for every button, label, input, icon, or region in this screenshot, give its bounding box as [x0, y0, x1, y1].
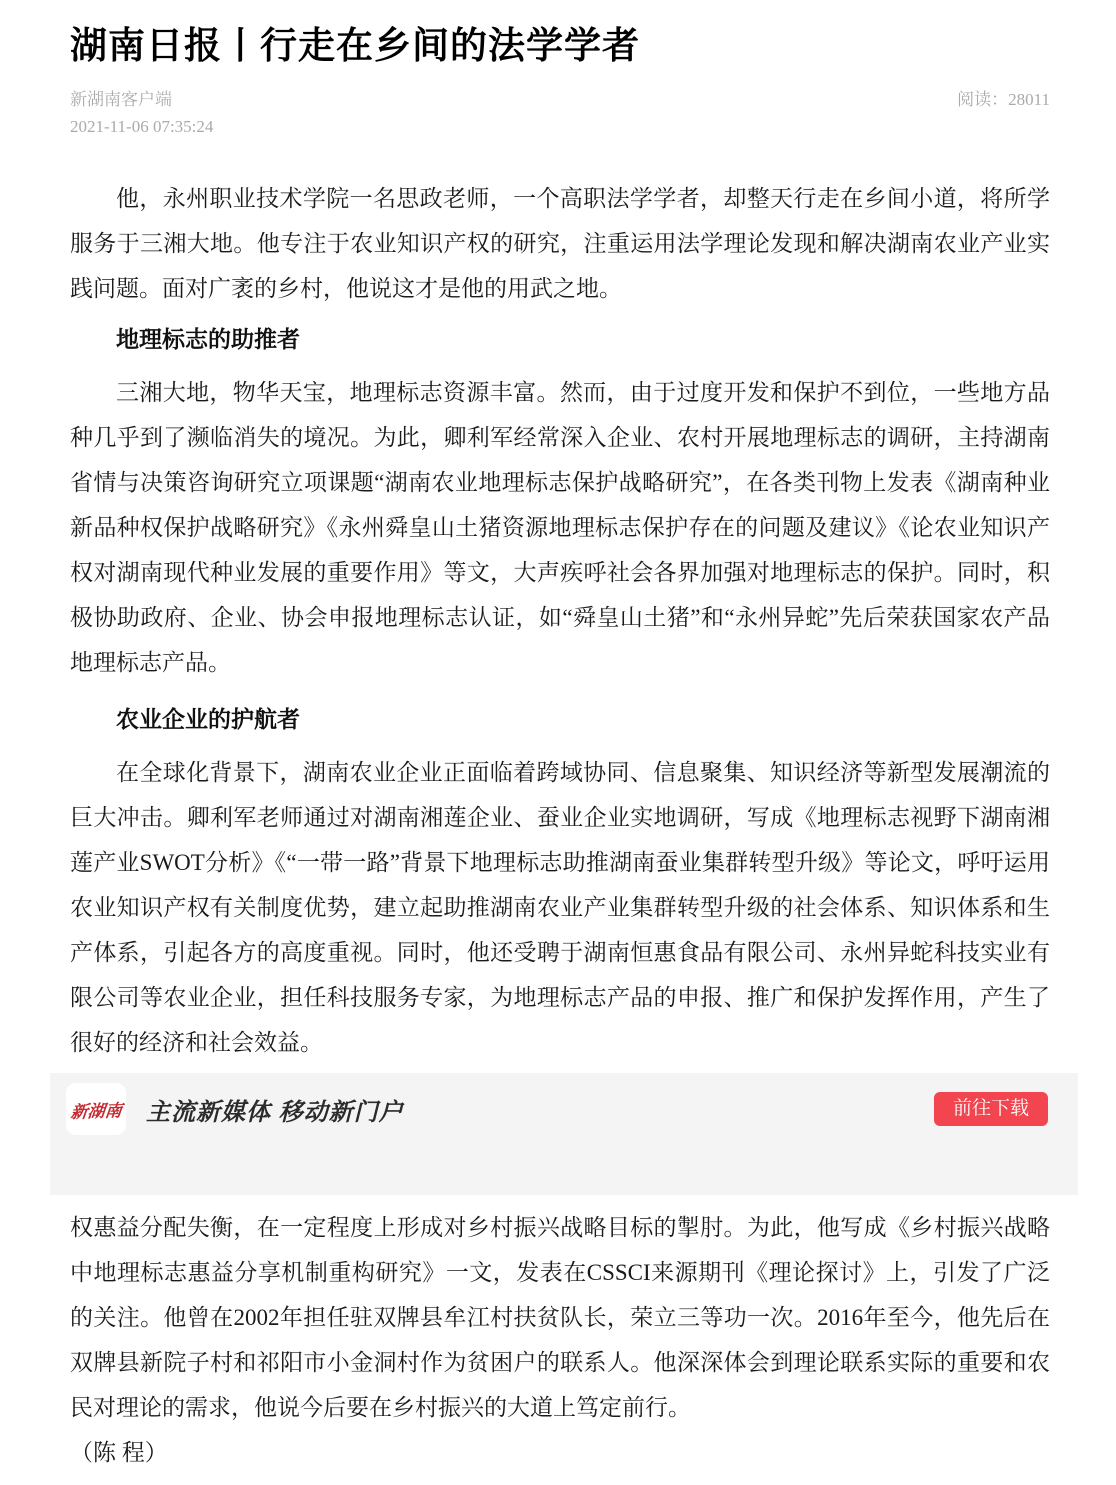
article-meta-left	[70, 86, 213, 140]
article-paragraph: 他，永州职业技术学院一名思政老师，一个高职法学学者，却整天行走在乡间小道，将所学服务于三湘大地。他专注于农业知识产权的研究，注重运用法学理论发现和解决湖南农业产业实践问题。面对广袤的乡村，他说这才是他的用武之地。	[70, 186, 1050, 302]
app-promo-row	[66, 1083, 1062, 1135]
promo-tagline: 主流新媒体 移动新门户	[146, 1098, 404, 1126]
xinhunan-logo-text: 新湖南	[69, 1100, 123, 1122]
article-meta	[70, 86, 1050, 140]
article-body-continued	[70, 1205, 1050, 1475]
section-heading-agri-enterprise: 农业企业的护航者	[116, 706, 300, 733]
read-count: 阅读：28011	[957, 90, 1050, 110]
section-heading-geo-indication: 地理标志的助推者	[116, 326, 300, 353]
xinhunan-logo[interactable]	[66, 1083, 126, 1135]
download-button[interactable]: 前往下载	[934, 1092, 1048, 1126]
article-paragraph: 在全球化背景下，湖南农业企业正面临着跨域协同、信息聚集、知识经济等新型发展潮流的巨大冲击。卿利军老师通过对湖南湘莲企业、蚕业企业实地调研，写成《地理标志视野下湖南湘莲产业SWOT分析》《“一带一路”背景下地理标志助推湖南蚕业集群转型升级》等论文，呼吁运用农业知识产权有关制度优势，建立起助推湖南农业产业集群转型升级的社会体系、知识体系和生产体系，引起各方的高度重视。同时，他还受聘于湖南恒惠食品有限公司、永州异蛇科技实业有限公司等农业企业，担任科技服务专家，为地理标志产品的申报、推广和保护发挥作用，产生了很好的经济和社会效益。	[70, 760, 1050, 1056]
article-body	[70, 176, 1050, 1065]
article-paragraph: 三湘大地，物华天宝，地理标志资源丰富。然而，由于过度开发和保护不到位，一些地方品种几乎到了濒临消失的境况。为此，卿利军经常深入企业、农村开展地理标志的调研，主持湖南省情与决策咨询研究立项课题“湖南农业地理标志保护战略研究”，在各类刊物上发表《湖南种业新品种权保护战略研究》《永州舜皇山土猪资源地理标志保护存在的问题及建议》《论农业知识产权对湖南现代种业发展的重要作用》等文，大声疾呼社会各界加强对地理标志的保护。同时，积极协助政府、企业、协会申报地理标志认证，如“舜皇山土猪”和“永州异蛇”先后荣获国家农产品地理标志产品。	[70, 380, 1050, 676]
app-promo-banner[interactable]	[50, 1073, 1078, 1195]
article-byline: （陈 程）	[70, 1440, 168, 1466]
article-paragraph: 权惠益分配失衡，在一定程度上形成对乡村振兴战略目标的掣肘。为此，他写成《乡村振兴战略中地理标志惠益分享机制重构研究》一文，发表在CSSCI来源期刊《理论探讨》上，引发了广泛的关注。他曾在2002年担任驻双牌县牟江村扶贫队长，荣立三等功一次。2016年至今，他先后在双牌县新院子村和祁阳市小金洞村作为贫困户的联系人。他深深体会到理论联系实际的重要和农民对理论的需求，他说今后要在乡村振兴的大道上笃定前行。	[70, 1215, 1050, 1421]
page-title: 湖南日报丨行走在乡间的法学学者	[70, 25, 640, 66]
article-source: 新湖南客户端	[70, 90, 172, 110]
article-timestamp: 2021-11-06 07:35:24	[70, 117, 214, 137]
